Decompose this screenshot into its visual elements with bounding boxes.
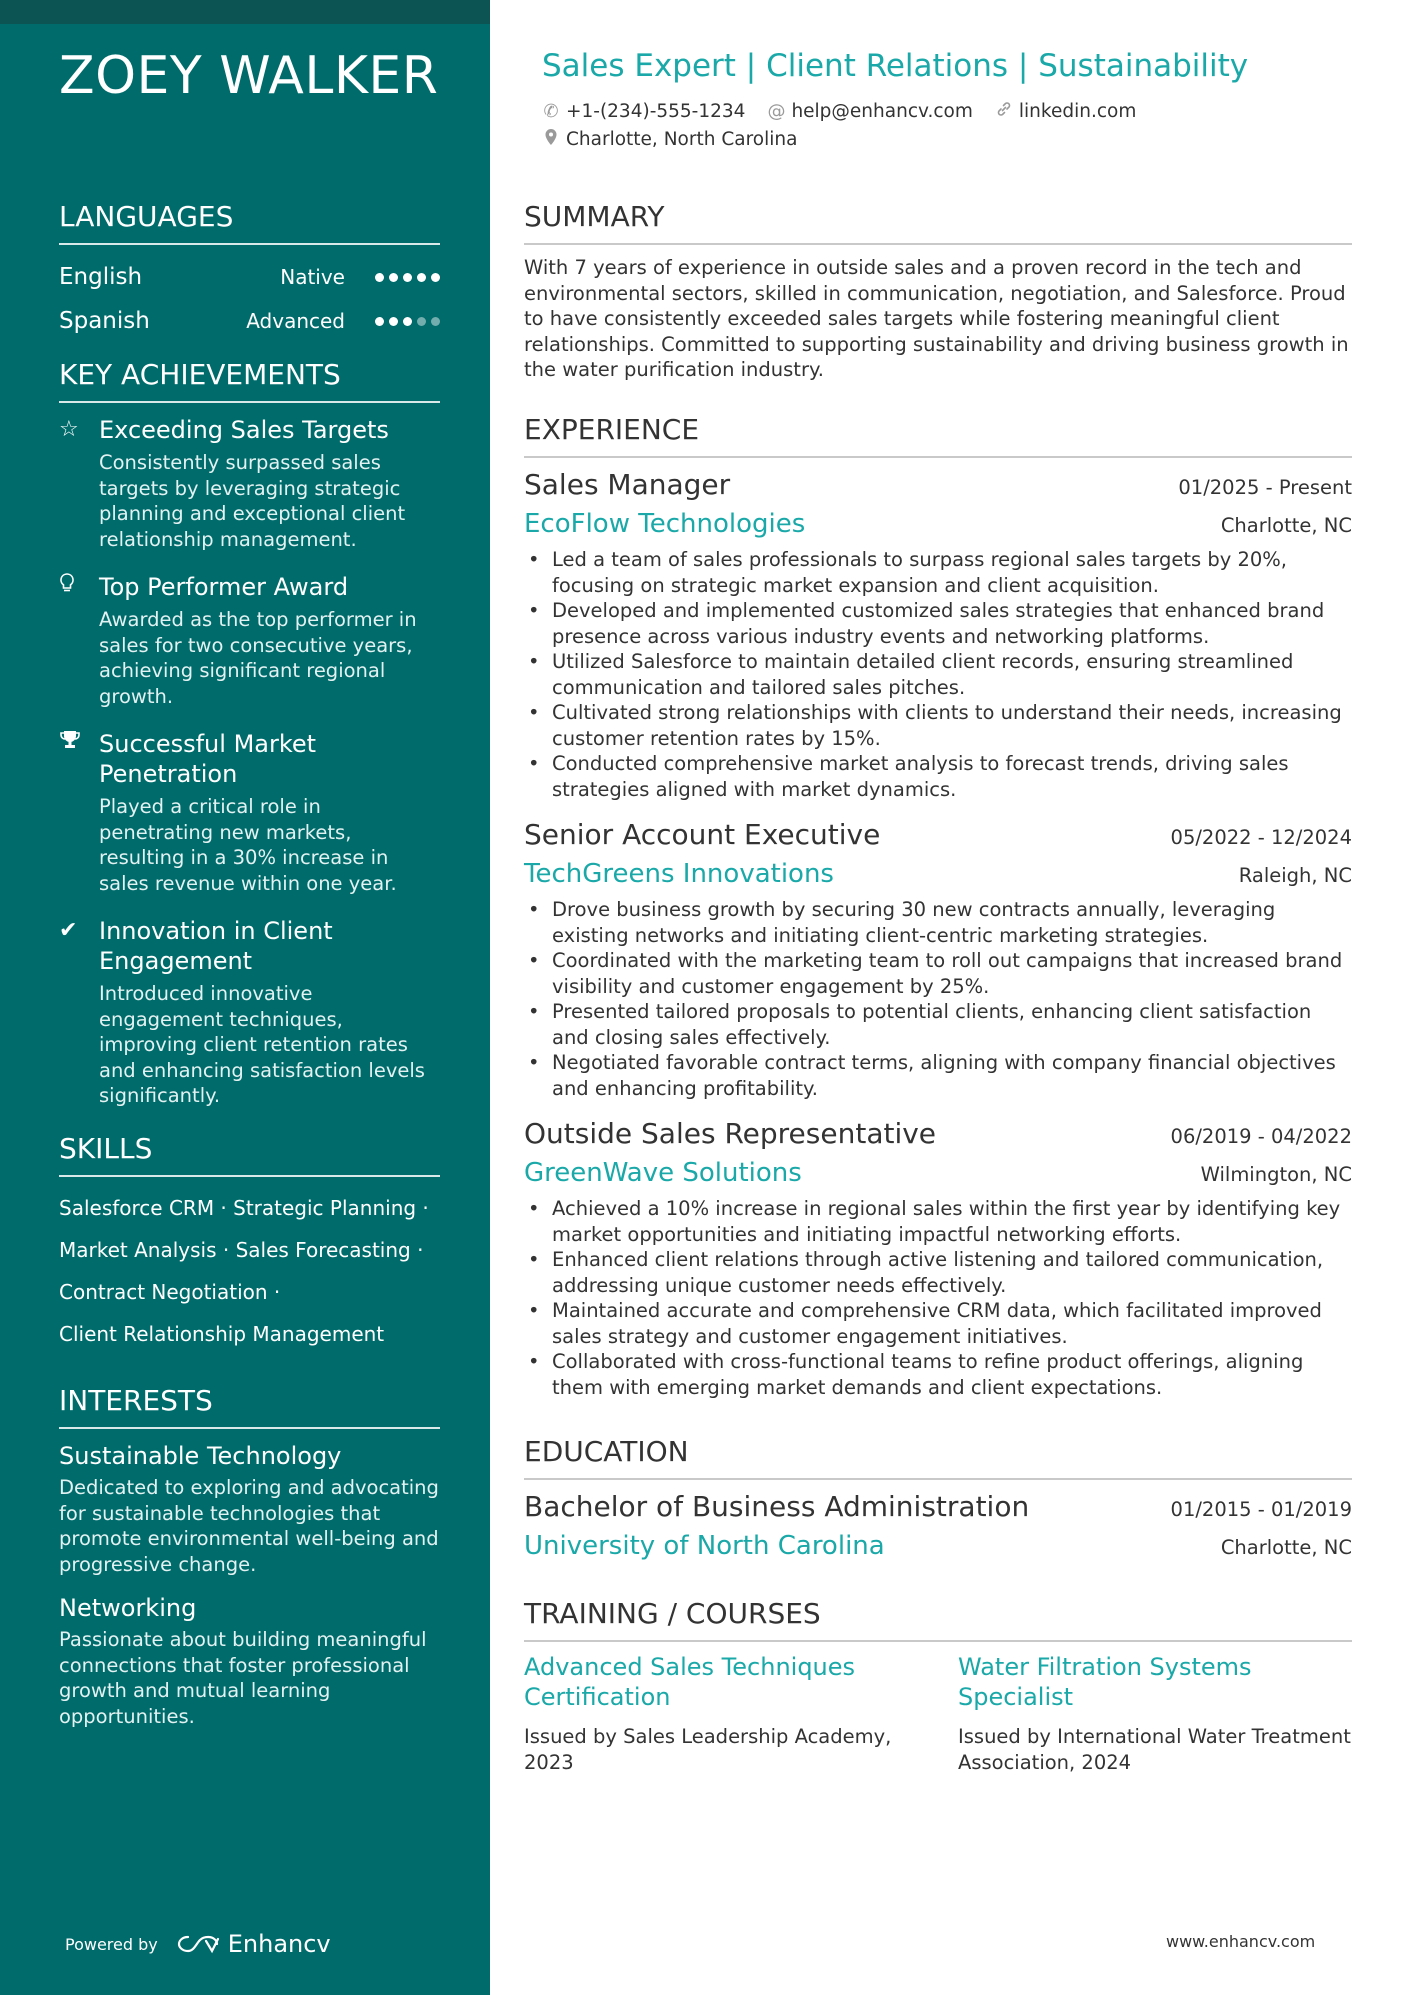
bullet-item: • Achieved a 10% increase in regional sales within the first year by identifying key market opportunities and initiating impactful networking efforts. bbox=[524, 1196, 1352, 1247]
rating-dot bbox=[375, 317, 384, 326]
achievement-title: Successful Market Penetration bbox=[99, 730, 317, 788]
bullet-item: • Presented tailored proposals to potential clients, enhancing client satisfaction and closing sales effectively. bbox=[524, 999, 1352, 1050]
bullet-item: • Enhanced client relations through active listening and tailored communication, addressing unique customer needs effectively. bbox=[524, 1247, 1352, 1298]
language-row bbox=[59, 299, 440, 343]
website-link[interactable]: www.enhancv.com bbox=[1166, 1932, 1316, 1951]
language-name: Spanish bbox=[59, 308, 150, 334]
linkedin-text: linkedin.com bbox=[1018, 101, 1137, 122]
bullet-item: • Drove business growth by securing 30 new contracts annually, leveraging existing networks and initiating client-centric marketing strategies. bbox=[524, 897, 1352, 948]
degree: Bachelor of Business Administration bbox=[524, 1490, 1030, 1523]
course-title: Water Filtration Systems Specialist bbox=[958, 1653, 1252, 1711]
skills-line: Market Analysis · Sales Forecasting · bbox=[59, 1238, 424, 1262]
summary-text: With 7 years of experience in outside sales and a proven record in the tech and environmental sectors, skilled in communication, negotiation, and Salesforce. Proud to have consistently exceeded sales targets while fostering meaningful client relationships. Committed to supporting sustainability and driving business growth in the water purification industry. bbox=[524, 256, 1349, 381]
rating-dot bbox=[389, 317, 398, 326]
achievement-title: Top Performer Award bbox=[99, 573, 349, 601]
interests-title: INTERESTS bbox=[59, 1384, 440, 1429]
rating-dot bbox=[417, 273, 426, 282]
powered-by-label: Powered by bbox=[65, 1934, 158, 1954]
enhancv-brand: Enhancv bbox=[227, 1930, 331, 1958]
bullet-item: • Developed and implemented customized sales strategies that enhanced brand presence across various industry events and networking platforms. bbox=[524, 598, 1352, 649]
job-title: Outside Sales Representative bbox=[524, 1117, 937, 1150]
contact-linkedin[interactable] bbox=[995, 101, 1136, 122]
course-item bbox=[524, 1652, 918, 1775]
skills-line: Salesforce CRM · Strategic Planning · bbox=[59, 1196, 429, 1220]
school: University of North Carolina bbox=[524, 1531, 885, 1561]
language-level: Native bbox=[280, 265, 345, 289]
language-row bbox=[59, 255, 440, 299]
course-desc: Issued by International Water Treatment Association, 2024 bbox=[958, 1725, 1351, 1774]
languages-section bbox=[59, 200, 440, 343]
lightbulb-icon bbox=[59, 572, 99, 709]
achievements-title: KEY ACHIEVEMENTS bbox=[59, 358, 440, 403]
job-title: Senior Account Executive bbox=[524, 818, 881, 851]
star-icon: ☆ bbox=[59, 417, 79, 442]
language-rating bbox=[375, 317, 440, 326]
skills-line: Contract Negotiation · bbox=[59, 1280, 281, 1304]
job-entry bbox=[524, 468, 1352, 802]
location-pin-icon bbox=[542, 128, 560, 151]
achievement-title: Exceeding Sales Targets bbox=[99, 416, 389, 444]
job-date: 05/2022 - 12/2024 bbox=[1170, 826, 1352, 849]
summary-section bbox=[524, 200, 1352, 383]
education-title: EDUCATION bbox=[524, 1435, 1352, 1480]
interest-desc: Dedicated to exploring and advocating for sustainable technologies that promote environmental well-being and progressive change. bbox=[59, 1476, 439, 1576]
contact-row bbox=[542, 101, 1136, 122]
training-section bbox=[524, 1597, 1352, 1775]
job-location: Charlotte, NC bbox=[1220, 514, 1352, 537]
location-text: Charlotte, North Carolina bbox=[566, 129, 798, 150]
education-date: 01/2015 - 01/2019 bbox=[1170, 1498, 1352, 1521]
job-entry bbox=[524, 1117, 1352, 1400]
contact-location bbox=[542, 128, 797, 151]
job-title: Sales Manager bbox=[524, 468, 731, 501]
summary-title: SUMMARY bbox=[524, 200, 1352, 245]
bullet-item: • Led a team of sales professionals to surpass regional sales targets by 20%, focusing on strategic market expansion and client acquisition. bbox=[524, 547, 1352, 598]
enhancv-logo[interactable] bbox=[176, 1930, 331, 1958]
achievement-item bbox=[59, 415, 440, 552]
job-entry bbox=[524, 818, 1352, 1101]
contact-email[interactable] bbox=[767, 101, 972, 122]
skills-title: SKILLS bbox=[59, 1132, 440, 1177]
contact-phone[interactable] bbox=[542, 101, 745, 122]
contact-row bbox=[542, 128, 797, 151]
bullet-item: • Utilized Salesforce to maintain detailed client records, ensuring streamlined communication and tailored sales pitches. bbox=[524, 649, 1352, 700]
candidate-name: ZOEY WALKER bbox=[59, 46, 439, 106]
headline: Sales Expert | Client Relations | Sustainability bbox=[542, 48, 1249, 84]
job-location: Raleigh, NC bbox=[1238, 864, 1352, 887]
job-company: TechGreens Innovations bbox=[524, 859, 834, 889]
bullet-item: • Coordinated with the marketing team to roll out campaigns that increased brand visibility and customer engagement by 25%. bbox=[524, 948, 1352, 999]
rating-dot bbox=[417, 317, 426, 326]
job-company: GreenWave Solutions bbox=[524, 1158, 802, 1188]
achievement-item bbox=[59, 572, 440, 709]
job-bullets bbox=[524, 547, 1352, 802]
course-item bbox=[958, 1652, 1352, 1775]
job-bullets bbox=[524, 1196, 1352, 1400]
email-text: help@enhancv.com bbox=[791, 101, 973, 122]
job-location: Wilmington, NC bbox=[1200, 1163, 1352, 1186]
job-bullets bbox=[524, 897, 1352, 1101]
checkmark-icon: ✔ bbox=[59, 918, 78, 943]
experience-section bbox=[524, 413, 1352, 1400]
link-icon bbox=[995, 101, 1013, 122]
achievement-item bbox=[59, 729, 440, 896]
languages-title: LANGUAGES bbox=[59, 200, 440, 245]
interest-title: Sustainable Technology bbox=[59, 1442, 342, 1470]
course-desc: Issued by Sales Leadership Academy, 2023 bbox=[524, 1725, 892, 1774]
achievement-item bbox=[59, 916, 440, 1109]
interest-title: Networking bbox=[59, 1594, 197, 1622]
skills-line: Client Relationship Management bbox=[59, 1322, 385, 1346]
job-date: 06/2019 - 04/2022 bbox=[1170, 1125, 1352, 1148]
bullet-item: • Collaborated with cross-functional teams to refine product offerings, aligning them with emerging market demands and client expectations. bbox=[524, 1349, 1352, 1400]
language-name: English bbox=[59, 264, 143, 290]
enhancv-logo-icon bbox=[176, 1933, 220, 1955]
achievement-desc: Introduced innovative engagement techniques, improving client retention rates and enhancing satisfaction levels significantly. bbox=[99, 982, 425, 1107]
achievement-title: Innovation in Client Engagement bbox=[99, 917, 333, 975]
course-title: Advanced Sales Techniques Certification bbox=[524, 1653, 856, 1711]
at-icon: @ bbox=[767, 101, 786, 122]
education-location: Charlotte, NC bbox=[1220, 1536, 1352, 1559]
job-company: EcoFlow Technologies bbox=[524, 509, 806, 539]
education-section bbox=[524, 1435, 1352, 1561]
job-date: 01/2025 - Present bbox=[1178, 476, 1352, 499]
interest-desc: Passionate about building meaningful connections that foster professional growth and mutual learning opportunities. bbox=[59, 1628, 427, 1728]
rating-dot bbox=[403, 273, 412, 282]
achievement-desc: Awarded as the top performer in sales for two consecutive years, achieving significant regional growth. bbox=[99, 608, 417, 708]
bullet-item: • Negotiated favorable contract terms, aligning with company financial objectives and enhancing profitability. bbox=[524, 1050, 1352, 1101]
powered-by bbox=[65, 1930, 331, 1958]
bullet-item: • Conducted comprehensive market analysis to forecast trends, driving sales strategies aligned with market dynamics. bbox=[524, 751, 1352, 802]
rating-dot bbox=[403, 317, 412, 326]
interests-section bbox=[59, 1384, 440, 1729]
training-title: TRAINING / COURSES bbox=[524, 1597, 1352, 1642]
achievement-desc: Played a critical role in penetrating new markets, resulting in a 30% increase in sales revenue within one year. bbox=[99, 795, 397, 895]
sidebar bbox=[0, 0, 490, 1995]
phone-icon: ✆ bbox=[543, 101, 559, 122]
bullet-item: • Cultivated strong relationships with clients to understand their needs, increasing customer retention rates by 15%. bbox=[524, 700, 1352, 751]
language-rating bbox=[375, 273, 440, 282]
rating-dot bbox=[389, 273, 398, 282]
trophy-icon bbox=[59, 729, 99, 896]
rating-dot bbox=[431, 273, 440, 282]
rating-dot bbox=[375, 273, 384, 282]
phone-text: +1-(234)-555-1234 bbox=[566, 101, 746, 122]
language-level: Advanced bbox=[246, 309, 345, 333]
experience-title: EXPERIENCE bbox=[524, 413, 1352, 458]
skills-section bbox=[59, 1132, 440, 1355]
rating-dot bbox=[431, 317, 440, 326]
bullet-item: • Maintained accurate and comprehensive CRM data, which facilitated improved sales strategy and customer engagement initiatives. bbox=[524, 1298, 1352, 1349]
achievement-desc: Consistently surpassed sales targets by leveraging strategic planning and exceptional client relationship management. bbox=[99, 451, 406, 551]
achievements-section bbox=[59, 358, 440, 1109]
